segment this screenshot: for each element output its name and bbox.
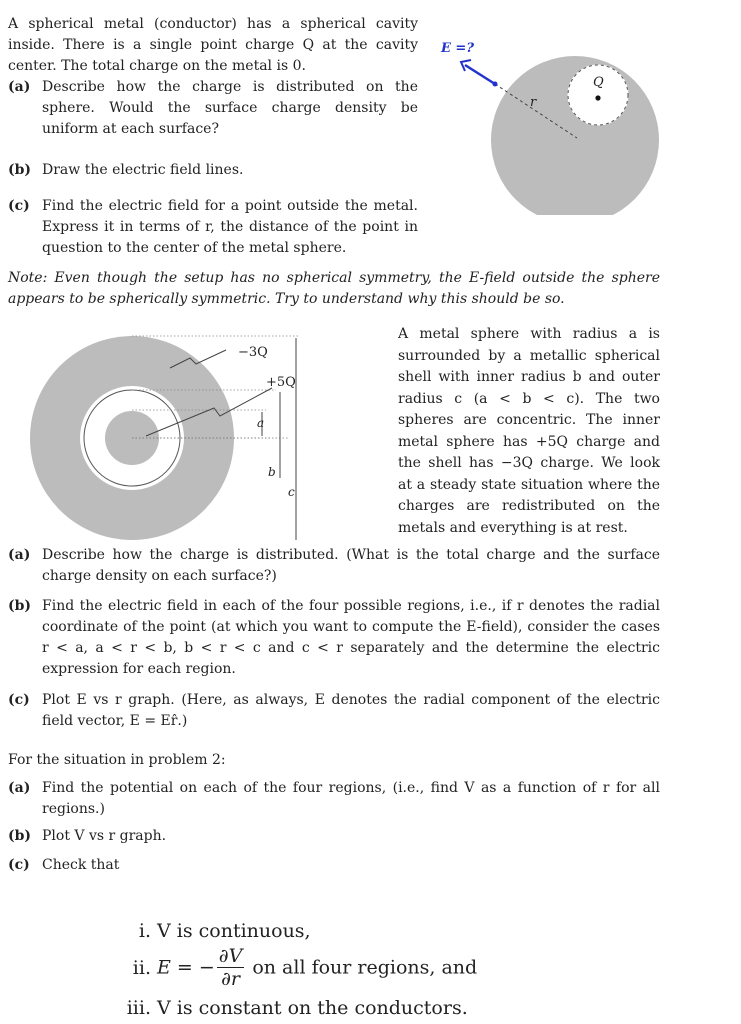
cavity-sphere-figure — [425, 30, 675, 215]
concentric-spheres-figure — [30, 330, 370, 545]
part-label: (a) — [8, 780, 31, 796]
check-item-3 — [125, 996, 468, 1020]
q-label: Q — [593, 75, 604, 90]
part-text: Find the electric field in each of the four possible regions, i.e., if r denotes the radial coordinate of the point (at which you want to compute the E-field), consider the cases r < a, a < r < b, b < r < c and c < r separately and the determine the electric expression for each region. — [42, 598, 660, 677]
point-charge — [595, 95, 600, 100]
problem1-note: Note: Even though the setup has no spherical symmetry, the E-field outside the sphere appears to be spherically symmetric. Try to understand why this should be so. — [8, 270, 660, 307]
fraction-numerator: ∂V — [218, 945, 243, 967]
problem2-part-a — [8, 545, 660, 589]
part-label: (a) — [8, 547, 31, 563]
fraction-denominator: ∂r — [221, 968, 241, 990]
part-label: (c) — [8, 198, 30, 214]
check-text: on all four regions, and — [252, 956, 478, 979]
part-text: Draw the electric field lines. — [42, 162, 244, 178]
a-dim-label: a — [257, 416, 265, 430]
problem1-part-c — [8, 196, 418, 260]
field-arrow — [465, 65, 495, 84]
check-num: iii. — [126, 997, 151, 1019]
field-point — [493, 82, 498, 87]
r-label: r — [530, 95, 537, 110]
part-text: Check that — [42, 857, 120, 873]
problem3-part-a — [8, 778, 660, 822]
check-text: V is constant on the conductors. — [157, 997, 468, 1019]
e-field-label: E =? — [441, 41, 474, 56]
part-label: (c) — [8, 857, 30, 873]
part-label: (b) — [8, 828, 32, 844]
problem1-part-b — [8, 160, 418, 182]
check-lhs: E = − — [157, 956, 215, 979]
part-text: Find the electric field for a point outside the metal. Express it in terms of r, the distance of the point in question to the center of the metal sphere. — [42, 198, 418, 256]
check-num: i. — [138, 920, 151, 942]
part-text: Plot E vs r graph. (Here, as always, E denotes the radial component of the electric field vector, E = Er̂.) — [42, 692, 660, 729]
check-num: ii. — [132, 956, 151, 979]
part-label: (b) — [8, 598, 32, 614]
c-dim-label: c — [288, 485, 295, 499]
problem1-part-a — [8, 77, 418, 141]
problem2-description: A metal sphere with radius a is surrounded by a metallic spherical shell with inner radius b and outer radius c (a < b < c). The two spheres are concentric. The inner metal sphere has +5Q charge and the shell has −3Q charge. We look at a steady state situation where the charges are redistributed on the metals and everything is at rest. — [398, 326, 660, 536]
part-text: Find the potential on each of the four regions, (i.e., find V as a function of r for all regions.) — [42, 780, 660, 817]
problem1-intro: A spherical metal (conductor) has a spherical cavity inside. There is a single point charge Q at the cavity center. The total charge on the metal is 0. — [8, 16, 418, 74]
minus-charge-label: −3Q — [238, 345, 268, 360]
problem3-part-b — [8, 826, 660, 848]
part-text: Describe how the charge is distributed on the sphere. Would the surface charge density be uniform at each surface? — [42, 79, 418, 137]
part-label: (b) — [8, 162, 32, 178]
b-dim-label: b — [268, 465, 276, 479]
check-item-1 — [125, 919, 311, 943]
part-label: (a) — [8, 79, 31, 95]
check-item-2 — [125, 945, 477, 993]
problem2-part-b — [8, 596, 660, 684]
problem3-part-c — [8, 855, 660, 877]
derivative-fraction — [217, 945, 245, 990]
check-text: V is continuous, — [157, 920, 311, 942]
problem2-part-c — [8, 690, 660, 734]
plus-charge-label: +5Q — [266, 375, 296, 390]
part-label: (c) — [8, 692, 30, 708]
part-text: Plot V vs r graph. — [42, 828, 167, 844]
part-text: Describe how the charge is distributed. (What is the total charge and the surface charge density on each surface?) — [42, 547, 660, 584]
problem3-intro: For the situation in problem 2: — [8, 752, 226, 768]
